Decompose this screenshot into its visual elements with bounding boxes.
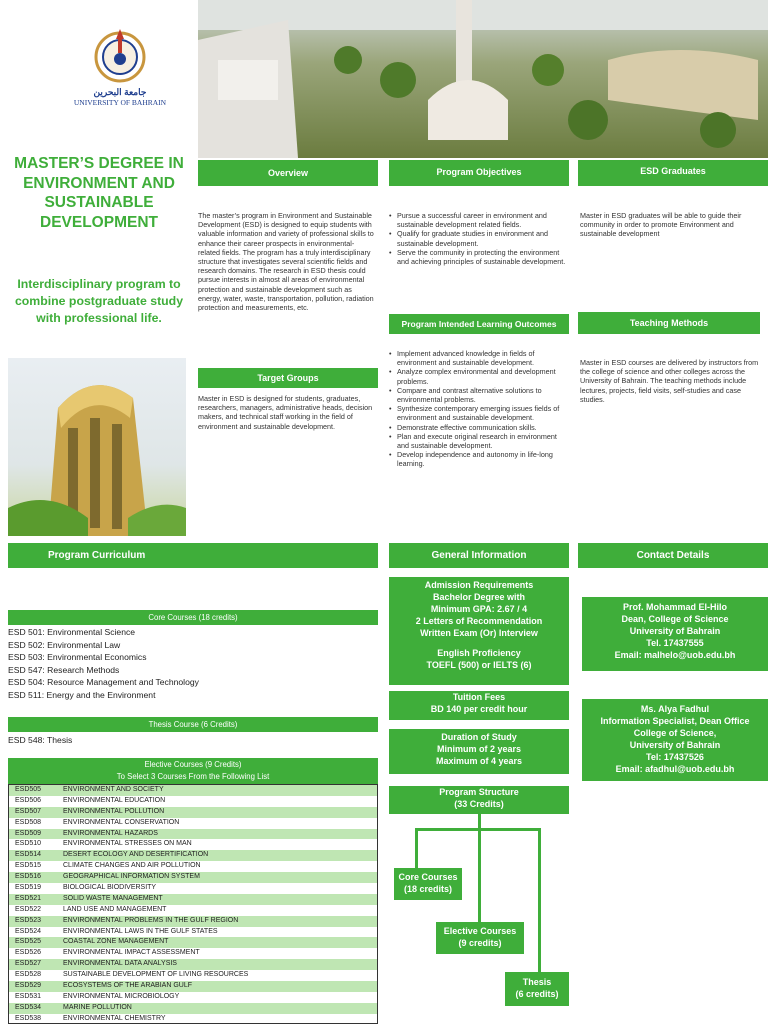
elective-row	[9, 905, 377, 916]
admission-line: TOEFL (500) or IELTS (6)	[426, 660, 532, 670]
admission-line: English Proficiency	[437, 648, 521, 658]
admission-line: Admission Requirements	[424, 580, 534, 590]
connector	[415, 828, 418, 868]
outcomes-list	[389, 349, 569, 469]
elective-code: ESD525	[15, 938, 42, 946]
campus-photo	[198, 0, 768, 158]
elective-title: ENVIRONMENTAL EDUCATION	[63, 796, 166, 804]
contact-line: University of Bahrain	[629, 626, 721, 636]
elective-title: DESERT ECOLOGY AND DESERTIFICATION	[63, 851, 209, 859]
thesis-box-line: Thesis	[522, 977, 552, 987]
elective-code: ESD527	[15, 960, 42, 968]
contact-line: Email: afadhul@uob.edu.bh	[615, 764, 735, 774]
teaching-text: Master in ESD courses are delivered by instructors from the college of science and other colleges across the University of Bahrain. The teaching methods include lectures, projects, field visits, self-studies and case studies.	[580, 358, 759, 404]
elective-code: ESD526	[15, 949, 42, 957]
elective-box-line: Elective Courses	[443, 926, 517, 936]
elective-title: COASTAL ZONE MANAGEMENT	[63, 938, 169, 946]
core-course: ESD 547: Research Methods	[8, 664, 120, 675]
overview-text: The master’s program in Environment and Sustainable Development (ESD) is designed to equip students with valuable information and variety of professional skills to enhance their career prospects in environmental-related fields. The program has a truly interdisciplinary structure that investigates several scientific fields and research domains. The research in ESD thesis could pursue interests in almost all areas of environmental protection and sustainable development such as energy, water, waste, transportation, pollution, radiation protection and measurements, etc.	[198, 211, 374, 313]
fees-line: Tuition Fees	[452, 692, 506, 702]
bar-outcomes: Program Intended Learning Outcomes	[389, 314, 569, 334]
elective-row	[9, 807, 377, 818]
bar-graduates: ESD Graduates	[578, 160, 768, 186]
elective-title: MARINE POLLUTION	[63, 1003, 132, 1011]
contact-line: Tel: 17437526	[646, 752, 704, 762]
contact-line: College of Science,	[633, 728, 717, 738]
bar-objectives: Program Objectives	[389, 160, 569, 186]
elective-title: SUSTAINABLE DEVELOPMENT OF LIVING RESOURCES	[63, 971, 249, 979]
contact-line: Prof. Mohammad El-Hilo	[622, 602, 727, 612]
elective-code: ESD507	[15, 807, 42, 815]
elective-row	[9, 829, 377, 840]
elective-header	[8, 758, 378, 784]
elective-row	[9, 937, 377, 948]
elective-row	[9, 959, 377, 970]
elective-code: ESD534	[15, 1003, 42, 1011]
elective-code: ESD509	[15, 829, 42, 837]
elective-row	[9, 883, 377, 894]
admission-line: 2 Letters of Recommendation	[415, 616, 543, 626]
core-course: ESD 511: Energy and the Environment	[8, 689, 156, 700]
elective-code: ESD529	[15, 982, 42, 990]
outcome-item: • Plan and execute original research in environment and sustainable development.	[389, 432, 569, 450]
logo-arabic: جامعة البحرين	[93, 87, 147, 97]
outcome-item: • Synthesize contemporary emerging issues fields of environment and sustainable development.	[389, 404, 569, 422]
elective-row	[9, 981, 377, 992]
core-course: ESD 503: Environmental Economics	[8, 652, 147, 663]
admission-box	[389, 577, 569, 685]
fees-box	[389, 691, 569, 720]
contact-line: Email: malhelo@uob.edu.bh	[614, 650, 736, 660]
elective-row	[9, 818, 377, 829]
contact-card-specialist	[582, 699, 768, 781]
elective-row	[9, 839, 377, 850]
elective-row	[9, 948, 377, 959]
elective-code: ESD516	[15, 873, 42, 881]
admission-line	[389, 639, 569, 647]
objectives-list	[389, 211, 567, 266]
contact-line: Ms. Alya Fadhul	[640, 704, 710, 714]
outcome-item: • Develop independence and autonomy in life-long learning.	[389, 450, 569, 468]
elective-row	[9, 970, 377, 981]
thesis-course: ESD 548: Thesis	[8, 735, 73, 745]
admission-line: Written Exam (Or) Interview	[420, 628, 538, 638]
elective-code: ESD521	[15, 894, 42, 902]
elective-code: ESD506	[15, 796, 42, 804]
structure-box	[389, 786, 569, 814]
elective-code: ESD523	[15, 916, 42, 924]
elective-title: BIOLOGICAL BIODIVERSITY	[63, 884, 157, 892]
elective-code: ESD519	[15, 884, 42, 892]
elective-header-title: Elective Courses (9 Credits)	[144, 760, 242, 769]
thesis-box-line: (6 credits)	[515, 989, 559, 999]
elective-title: ENVIRONMENTAL IMPACT ASSESSMENT	[63, 949, 200, 957]
page-title: MASTER’S DEGREE IN ENVIRONMENT AND SUSTAINABLE DEVELOPMENT	[14, 155, 184, 231]
elective-code: ESD515	[15, 862, 42, 870]
bar-teaching-methods: Teaching Methods	[578, 312, 760, 334]
outcome-item: • Compare and contrast alternative solutions to environmental problems.	[389, 386, 569, 404]
core-course: ESD 501: Environmental Science	[8, 627, 136, 637]
contact-line: Tel. 17437555	[646, 638, 704, 648]
outcome-item: • Implement advanced knowledge in fields of environment and sustainable development.	[389, 349, 569, 367]
elective-title: CLIMATE CHANGES AND AIR POLLUTION	[63, 862, 201, 870]
elective-header-sub: To Select 3 Courses From the Following List	[116, 772, 270, 781]
elective-row	[9, 992, 377, 1003]
elective-title: ECOSYSTEMS OF THE ARABIAN GULF	[63, 982, 193, 990]
logo	[60, 25, 180, 115]
admission-line: Minimum GPA: 2.67 / 4	[430, 604, 528, 614]
objective-item: • Serve the community in protecting the environment and achieving principles of sustainable development.	[389, 248, 567, 266]
elective-title: ENVIRONMENTAL HAZARDS	[63, 829, 158, 837]
target-text: Master in ESD is designed for students, graduates, researchers, managers, administrative heads, decision makers, and technical staff working in the field of environment and sustainable development.	[198, 394, 373, 431]
connector	[538, 828, 541, 972]
outcome-item: • Analyze complex environmental and development problems.	[389, 367, 569, 385]
duration-line: Duration of Study	[441, 732, 517, 742]
core-list	[8, 626, 378, 702]
logo-name: UNIVERSITY OF BAHRAIN	[73, 98, 167, 107]
elective-row	[9, 927, 377, 938]
structure-line: Program Structure	[439, 787, 519, 797]
elective-row	[9, 850, 377, 861]
tagline: Interdisciplinary program to combine postgraduate study with professional life.	[14, 277, 184, 325]
objective-item: • Qualify for graduate studies in environment and sustainable development.	[389, 229, 567, 247]
elective-title: ENVIRONMENT AND SOCIETY	[63, 786, 164, 793]
university-seal-icon	[90, 25, 150, 85]
core-header: Core Courses (18 credits)	[8, 610, 378, 625]
contact-line: Information Specialist, Dean Office	[600, 716, 750, 726]
structure-line: (33 Credits)	[454, 799, 504, 809]
core-course: ESD 502: Environmental Law	[8, 639, 121, 650]
elective-row	[9, 785, 377, 796]
bar-general-info: General Information	[389, 543, 569, 568]
connector	[478, 828, 540, 831]
elective-row	[9, 916, 377, 927]
elective-title: ENVIRONMENTAL LAWS IN THE GULF STATES	[63, 927, 218, 935]
thesis-header: Thesis Course (6 Credits)	[8, 717, 378, 732]
core-course: ESD 504: Resource Management and Technology	[8, 677, 199, 688]
elective-box-line: (9 credits)	[458, 938, 502, 948]
elective-title: ENVIRONMENTAL CHEMISTRY	[63, 1014, 166, 1022]
elective-code: ESD528	[15, 971, 42, 979]
elective-code: ESD508	[15, 818, 42, 826]
elective-title: SOLID WASTE MANAGEMENT	[63, 894, 163, 902]
duration-line: Maximum of 4 years	[435, 756, 523, 766]
elective-row	[9, 872, 377, 883]
core-courses-box	[394, 868, 462, 900]
elective-code: ESD522	[15, 905, 42, 913]
elective-courses-box	[436, 922, 524, 954]
fees-line: BD 140 per credit hour	[430, 704, 528, 714]
thesis-item	[8, 734, 72, 747]
bar-target-groups: Target Groups	[198, 368, 378, 388]
elective-code: ESD524	[15, 927, 42, 935]
graduates-text: Master in ESD graduates will be able to guide their community in order to promote Environment and sustainable development	[580, 211, 742, 239]
core-box-line: Core Courses	[398, 872, 458, 882]
contact-line: University of Bahrain	[629, 740, 721, 750]
connector	[415, 828, 481, 831]
elective-table	[8, 784, 378, 1024]
elective-title: ENVIRONMENTAL POLLUTION	[63, 807, 165, 815]
bar-curriculum: Program Curriculum	[8, 543, 378, 568]
contact-line: Dean, College of Science	[621, 614, 729, 624]
objective-item: • Pursue a successful career in environment and sustainable development related fields.	[389, 211, 567, 229]
elective-row	[9, 894, 377, 905]
bar-overview: Overview	[198, 160, 378, 186]
elective-title: ENVIRONMENTAL STRESSES ON MAN	[63, 840, 192, 848]
admission-line: Bachelor Degree with	[432, 592, 526, 602]
elective-code: ESD514	[15, 851, 42, 859]
contact-card-dean	[582, 597, 768, 671]
elective-title: ENVIRONMENTAL PROBLEMS IN THE GULF REGION	[63, 916, 239, 924]
elective-row	[9, 1014, 377, 1024]
elective-title: GEOGRAPHICAL INFORMATION SYSTEM	[63, 873, 200, 881]
elective-code: ESD505	[15, 786, 42, 793]
elective-row	[9, 1003, 377, 1014]
duration-line: Minimum of 2 years	[436, 744, 522, 754]
core-box-line: (18 credits)	[403, 884, 453, 894]
elective-code: ESD538	[15, 1014, 42, 1022]
elective-title: ENVIRONMENTAL CONSERVATION	[63, 818, 180, 826]
elective-title: LAND USE AND MANAGEMENT	[63, 905, 167, 913]
elective-row	[9, 796, 377, 807]
elective-code: ESD510	[15, 840, 42, 848]
elective-title: ENVIRONMENTAL MICROBIOLOGY	[63, 992, 180, 1000]
outcome-item: • Demonstrate effective communication skills.	[389, 423, 569, 432]
duration-box	[389, 729, 569, 774]
bar-contact: Contact Details	[578, 543, 768, 568]
tower-photo	[8, 358, 186, 536]
elective-row	[9, 861, 377, 872]
elective-title: ENVIRONMENTAL DATA ANALYSIS	[63, 960, 177, 968]
elective-code: ESD531	[15, 992, 42, 1000]
thesis-box	[505, 972, 569, 1006]
